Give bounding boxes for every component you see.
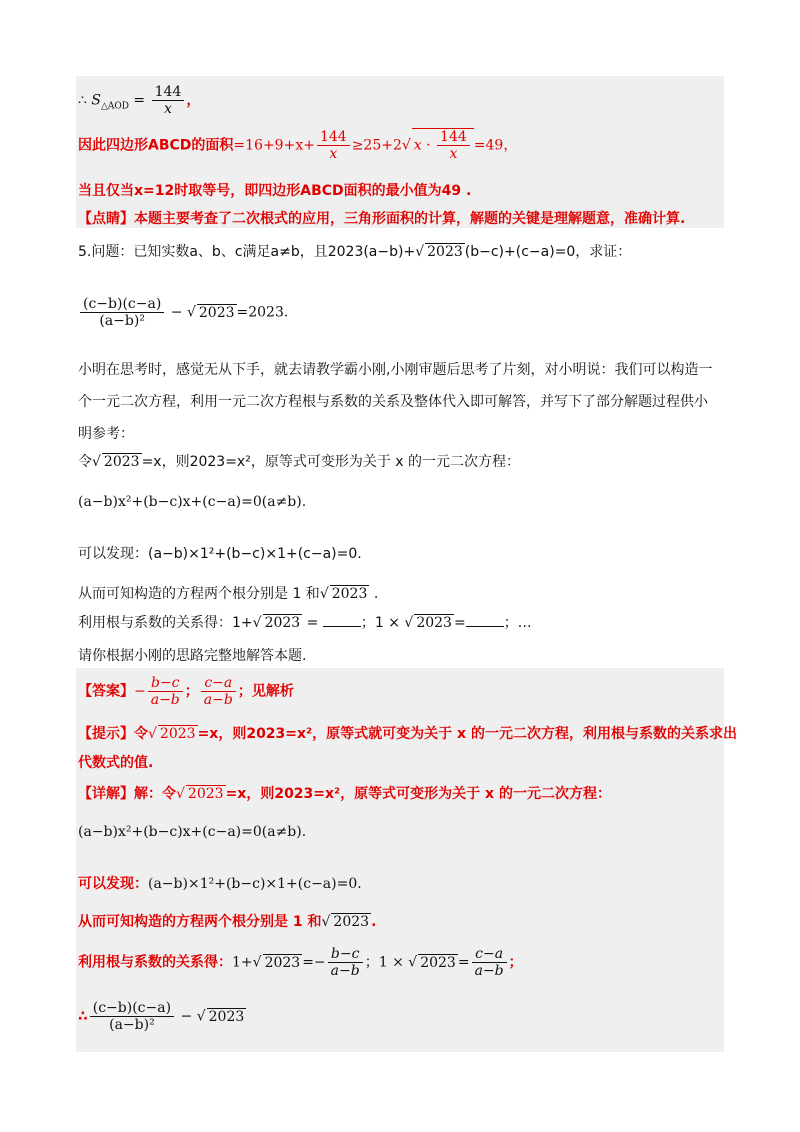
- comma: ，: [186, 92, 201, 109]
- numerator: c−a: [201, 675, 236, 692]
- dianjing-line: [78, 208, 685, 228]
- fraction: [437, 129, 470, 162]
- vieta-eq2: =: [457, 954, 470, 971]
- radical: 2023: [416, 615, 452, 631]
- intro-text: 5.问题：已知实数a、b、c满足a≠b，且2023(a−b)+: [78, 244, 416, 260]
- denominator: a−b: [330, 963, 360, 979]
- para-line-3: 明参考：: [78, 426, 134, 442]
- vieta-mid: ；1 ×: [360, 615, 405, 631]
- roots-line: 从而可知构造的方程两个根分别是 1 和√ 2023 .: [78, 586, 379, 602]
- denominator: a−b: [203, 692, 233, 708]
- detail-vieta: 利用根与系数的关系得：1+√ 2023 =− $\frac{b-c}{a-b}$ ；1 × √ 2023 = $\frac{c-a}{a-b}$ ；: [78, 946, 523, 979]
- denominator: a−b: [474, 963, 504, 979]
- fraction: [472, 946, 507, 979]
- minus: −: [176, 1008, 197, 1025]
- roots-tail: .: [369, 586, 379, 602]
- rad-x: x ·: [413, 137, 436, 154]
- answer-blank-1[interactable]: [323, 626, 361, 627]
- denominator: x: [329, 146, 338, 162]
- fraction: [317, 129, 350, 162]
- vieta-eq: =−: [302, 954, 326, 971]
- detail-equation: (a−b)x²+(b−c)x+(c−a)=0(a≠b).: [78, 824, 307, 840]
- sep: ；: [184, 683, 199, 700]
- radical: 2023: [427, 244, 463, 260]
- detail-find: [78, 873, 362, 893]
- para-line-1: 小明在思考时，感觉无从下手，就去请教学霸小刚,小刚审题后思考了片刻，对小明说：我们可以构造一: [78, 362, 713, 378]
- claim-tail: =2023.: [236, 304, 289, 321]
- detail-line: 【详解】解：令√ 2023 =x，则2023=x²，原等式可变形为关于 x 的一元二次方程：: [78, 786, 611, 802]
- dianjing-text: 本题主要考查了二次根式的应用，三角形面积的计算，解题的关键是理解题意，准确计算.: [134, 211, 686, 227]
- therefore-symbol: ∴: [78, 92, 87, 109]
- find-line: 可以发现：(a−b)×1²+(b−c)×1+(c−a)=0.: [78, 546, 362, 562]
- numerator: c−a: [472, 946, 507, 963]
- ask-line: 请你根据小刚的思路完整地解答本题.: [78, 648, 307, 664]
- let-tail: =x，则2023=x²，原等式可变形为关于 x 的一元二次方程：: [141, 454, 521, 470]
- numerator: b−c: [328, 946, 363, 963]
- area-expr1: =16+9+x+: [233, 137, 315, 154]
- equation-line: (a−b)x²+(b−c)x+(c−a)=0(a≠b).: [78, 494, 307, 510]
- radical: 2023: [333, 914, 370, 930]
- denominator: a−b: [150, 692, 180, 708]
- let-prefix: 令: [78, 454, 92, 470]
- detail-roots: 从而可知构造的方程两个根分别是 1 和√ 2023 .: [78, 914, 377, 930]
- denominator: (a−b)²: [99, 313, 145, 329]
- vieta-end: ；: [508, 954, 523, 971]
- hint-text: =x，则2023=x²，原等式就可变为关于 x 的一元二次方程，利用根与系数的关系求出: [197, 726, 737, 742]
- fraction: [90, 1000, 174, 1033]
- radical: [412, 128, 474, 162]
- claim-fraction: [80, 296, 164, 329]
- min-value-line: 当且仅当x=12时取等号，即四边形ABCD面积的最小值为49 .: [78, 183, 472, 199]
- minus: −: [166, 304, 187, 321]
- area-prefix: 因此四边形ABCD的面积: [78, 137, 234, 154]
- numerator: b−c: [148, 675, 183, 692]
- radical: 2023: [198, 304, 235, 321]
- vieta-prefix: 利用根与系数的关系得：1+: [78, 615, 253, 631]
- vieta-b: ；1 ×: [364, 954, 409, 971]
- radical: 2023: [187, 786, 224, 802]
- hint-line: 【提示】令√ 2023 =x，则2023=x²，原等式就可变为关于 x 的一元二次方程，利用根与系数的关系求出: [78, 726, 737, 742]
- minus: −: [134, 683, 146, 700]
- roots-prefix: 从而可知构造的方程两个根分别是 1 和: [78, 586, 320, 602]
- find-label: 可以发现：: [78, 876, 148, 892]
- therefore-symbol: ∴: [78, 1008, 88, 1025]
- answer-blank-2[interactable]: [466, 626, 504, 627]
- radical: 2023: [420, 954, 456, 971]
- radical: 2023: [208, 1008, 245, 1025]
- denominator: x: [449, 146, 458, 162]
- fraction: [328, 946, 363, 979]
- area-result: =49，: [473, 137, 518, 154]
- roots-text: 从而可知构造的方程两个根分别是 1 和: [78, 914, 322, 930]
- radical: 2023: [159, 726, 196, 742]
- final-line: ∴ $\frac{(c-b)(c-a)}{\text{(a−b)²}}$ − √ 2023: [78, 1000, 245, 1033]
- fraction: [201, 675, 236, 708]
- area-expr2: ≥25+2: [351, 137, 402, 154]
- numerator: 144: [317, 129, 350, 146]
- roots-tail: .: [371, 914, 377, 930]
- radical: 2023: [264, 954, 301, 971]
- detail-text: =x，则2023=x²，原等式可变形为关于 x 的一元二次方程：: [225, 786, 611, 802]
- fraction: [148, 675, 183, 708]
- equals: =: [302, 615, 323, 631]
- let-line: 令√ 2023 =x，则2023=x²，原等式可变形为关于 x 的一元二次方程：: [78, 454, 521, 470]
- detail-label: 【详解】: [78, 786, 134, 802]
- s-label: S: [91, 92, 101, 109]
- area-aod-line: [78, 84, 200, 117]
- denominator: (a−b)²: [109, 1017, 155, 1033]
- dianjing-label: 【点睛】: [78, 211, 134, 227]
- equals: =: [128, 92, 150, 109]
- answer-label: 【答案】: [78, 683, 134, 700]
- area-abcd-line: 因此四边形ABCD的面积=16+9+x+ $\frac{144}{x}$ ≥25+2√ x · $\frac{144}{x}$ =49，: [78, 129, 518, 162]
- intro-tail: (b−c)+(c−a)=0，求证：: [464, 244, 632, 260]
- answer-tail: ；见解析: [237, 683, 294, 700]
- claim-line: $\frac{(c-b)(c-a)}{\text{(a−b)²}}$ − √ 2023 =2023.: [78, 296, 288, 329]
- hint-label: 【提示】: [78, 726, 134, 742]
- find-expr: (a−b)×1²+(b−c)×1+(c−a)=0.: [148, 876, 362, 892]
- numerator: (c−b)(c−a): [90, 1000, 174, 1017]
- para-line-2: 个一元二次方程，利用一元二次方程根与系数的关系及整体代入即可解答，并写下了部分解题过程供小: [78, 394, 708, 410]
- hint-let: 令: [134, 726, 148, 742]
- answer-line: [78, 675, 294, 708]
- vieta-line: 利用根与系数的关系得：1+√ 2023 = ；1 × √ 2023 = ；…: [78, 615, 532, 631]
- radical: 2023: [264, 615, 301, 631]
- vieta-label: 利用根与系数的关系得：: [78, 954, 232, 971]
- denominator: x: [164, 101, 172, 117]
- vieta-tail: ；…: [503, 615, 532, 631]
- numerator: 144: [152, 84, 185, 101]
- numerator: 144: [437, 129, 470, 146]
- fraction: [152, 84, 185, 117]
- vieta-a: 1+: [232, 954, 253, 971]
- radical: 2023: [331, 586, 368, 602]
- hint-line-2: 代数式的值.: [78, 755, 154, 771]
- numerator: (c−b)(c−a): [80, 296, 164, 313]
- s-subscript: △AOD: [100, 101, 129, 112]
- radical: 2023: [103, 454, 140, 470]
- problem-intro: 5.问题：已知实数a、b、c满足a≠b，且2023(a−b)+√ 2023 (b−c)+(c−a)=0，求证：: [78, 244, 632, 260]
- detail-let: 解：令: [134, 786, 176, 802]
